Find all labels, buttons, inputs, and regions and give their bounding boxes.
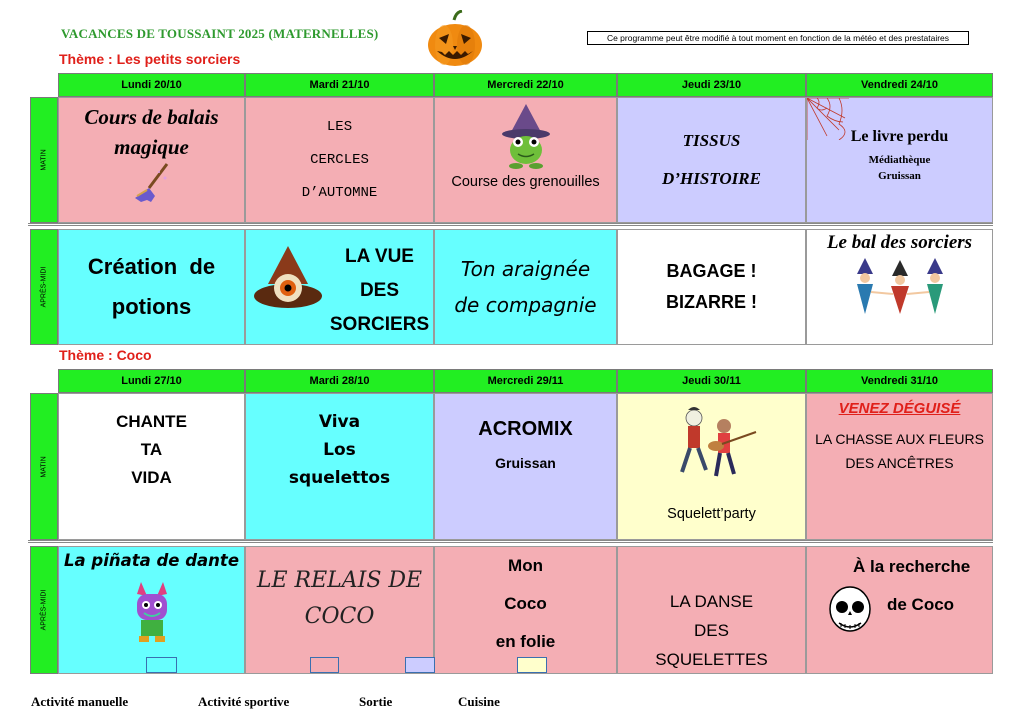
- activity-line: potions: [111, 294, 192, 319]
- activity-line: CERCLES: [310, 151, 369, 168]
- activity-title: Cours de balais magique: [84, 105, 219, 159]
- day-header: Lundi 20/10: [58, 73, 245, 97]
- activity-line: VIDA: [131, 468, 172, 487]
- w2-apres-lundi: [58, 546, 245, 674]
- dancing-witches-icon: [845, 256, 955, 326]
- legend-swatch-sport: [310, 657, 339, 673]
- w1-matin-mercredi: [434, 97, 617, 223]
- activity-line: LES: [326, 118, 353, 135]
- page-title: VACANCES DE TOUSSAINT 2025 (MATERNELLES): [61, 26, 379, 41]
- matin-side-label: [30, 393, 58, 540]
- activity-alert: VENEZ DÉGUISÉ: [838, 400, 961, 417]
- activity-line: TA: [140, 440, 163, 459]
- frog-witch-icon: [496, 104, 556, 170]
- w2-matin-mercredi: [434, 393, 617, 540]
- w1-apres-mercredi: [434, 229, 617, 345]
- activity-title: Squelett’party: [667, 506, 756, 522]
- matin-side-label: [30, 97, 58, 223]
- day-header: Jeudi 30/11: [617, 369, 806, 393]
- day-header: Mercredi 22/10: [434, 73, 617, 97]
- activity-line: Ton araignée: [460, 257, 591, 281]
- w1-matin-lundi: [58, 97, 245, 223]
- activity-location: Médiathèque: [868, 154, 931, 166]
- legend-manual: Activité manuelle: [31, 694, 129, 709]
- activity-line: TISSUS: [682, 131, 741, 150]
- apres-side-label: [30, 546, 58, 674]
- pinata-icon: [127, 578, 177, 644]
- activity-title: La piñata de dante: [63, 551, 240, 570]
- activity-line: DES: [359, 280, 400, 301]
- activity-line: en folie: [495, 632, 556, 651]
- activity-line: Los: [323, 440, 356, 460]
- activity-line: squelettos: [288, 468, 391, 488]
- spiderweb-icon: [807, 98, 849, 140]
- activity-line: de compagnie: [454, 293, 597, 317]
- activity-title: ACROMIX: [478, 418, 573, 440]
- activity-location: Gruissan: [878, 170, 921, 182]
- activity-title: Course des grenouilles: [451, 174, 600, 190]
- activity-line: SQUELETTES: [655, 650, 768, 669]
- week2-theme: Thème : Coco: [59, 347, 152, 363]
- week2-day-header: [58, 369, 993, 393]
- day-header: Vendredi 31/10: [806, 369, 993, 393]
- pumpkin-icon: [424, 10, 486, 68]
- activity-line: Coco: [504, 594, 547, 613]
- w1-apres-mardi: [245, 229, 434, 345]
- day-header: Mardi 21/10: [245, 73, 434, 97]
- activity-line: LA VUE: [345, 246, 414, 267]
- legend-outing: Sortie: [359, 694, 393, 709]
- w2-matin-mardi: [245, 393, 434, 540]
- activity-line: LA DANSE: [669, 592, 754, 611]
- side-label-text: MATIN: [40, 455, 48, 478]
- w2-apres-jeudi: [617, 546, 806, 674]
- activity-location: Gruissan: [495, 455, 556, 471]
- disclaimer-note: Ce programme peut être modifié à tout moment en fonction de la météo et des prestataires: [587, 31, 969, 45]
- w1-apres-vendredi: [806, 229, 993, 345]
- activity-title: Le bal des sorciers: [826, 232, 973, 253]
- day-header: Mardi 28/10: [245, 369, 434, 393]
- broom-icon: [129, 160, 175, 206]
- w2-matin-jeudi: [617, 393, 806, 540]
- week1-theme: Thème : Les petits sorciers: [59, 51, 241, 67]
- day-header: Jeudi 23/10: [617, 73, 806, 97]
- legend-swatch-outing: [405, 657, 435, 673]
- w2-apres-mardi: [245, 546, 434, 674]
- activity-line: DES: [694, 621, 729, 640]
- activity-line: Mon: [508, 556, 543, 575]
- activity-line: LE RELAIS DE: [256, 568, 423, 593]
- day-header: Mercredi 29/11: [434, 369, 617, 393]
- day-header: Lundi 27/10: [58, 369, 245, 393]
- w1-apres-lundi: [58, 229, 245, 345]
- w2-matin-vendredi: [806, 393, 993, 540]
- side-label-text: APRÈS-MIDI: [40, 589, 48, 631]
- activity-line: BAGAGE !: [666, 261, 757, 281]
- row-separator: [28, 223, 993, 226]
- activity-line: DES ANCÊTRES: [845, 455, 954, 471]
- activity-line: D’AUTOMNE: [301, 184, 378, 201]
- side-label-text: MATIN: [40, 149, 48, 171]
- activity-line: de Coco: [887, 595, 955, 614]
- w2-matin-lundi: [58, 393, 245, 540]
- skeleton-guitar-icon: [660, 406, 764, 482]
- w1-apres-jeudi: [617, 229, 806, 345]
- activity-line: CHANTE: [116, 412, 187, 431]
- side-label-text: APRÈS-MIDI: [40, 266, 48, 308]
- w2-apres-mercredi: [434, 546, 617, 674]
- activity-line: COCO: [304, 604, 375, 629]
- activity-line: Création de: [87, 254, 216, 279]
- witch-hat-eye-icon: [252, 244, 324, 324]
- legend-swatch-manual: [146, 657, 177, 673]
- w2-apres-vendredi: [806, 546, 993, 674]
- activity-line: LA CHASSE AUX FLEURS: [815, 431, 984, 447]
- day-header: Vendredi 24/10: [806, 73, 993, 97]
- w1-matin-mardi: [245, 97, 434, 223]
- apres-side-label: [30, 229, 58, 345]
- w1-matin-vendredi: [806, 97, 993, 223]
- activity-line: À la recherche: [853, 557, 971, 576]
- row-separator: [28, 540, 993, 543]
- legend-sport: Activité sportive: [198, 694, 290, 709]
- skull-face-icon: [827, 585, 873, 639]
- activity-line: SORCIERS: [329, 314, 430, 335]
- activity-title: Le livre perdu: [850, 128, 949, 145]
- legend-swatch-cooking: [517, 657, 547, 673]
- activity-line: BIZARRE !: [666, 292, 757, 312]
- legend-cooking: Cuisine: [458, 694, 500, 709]
- week1-day-header: [58, 73, 993, 97]
- activity-line: D’HISTOIRE: [662, 169, 761, 188]
- w1-matin-jeudi: [617, 97, 806, 223]
- activity-line: Viva: [318, 412, 361, 432]
